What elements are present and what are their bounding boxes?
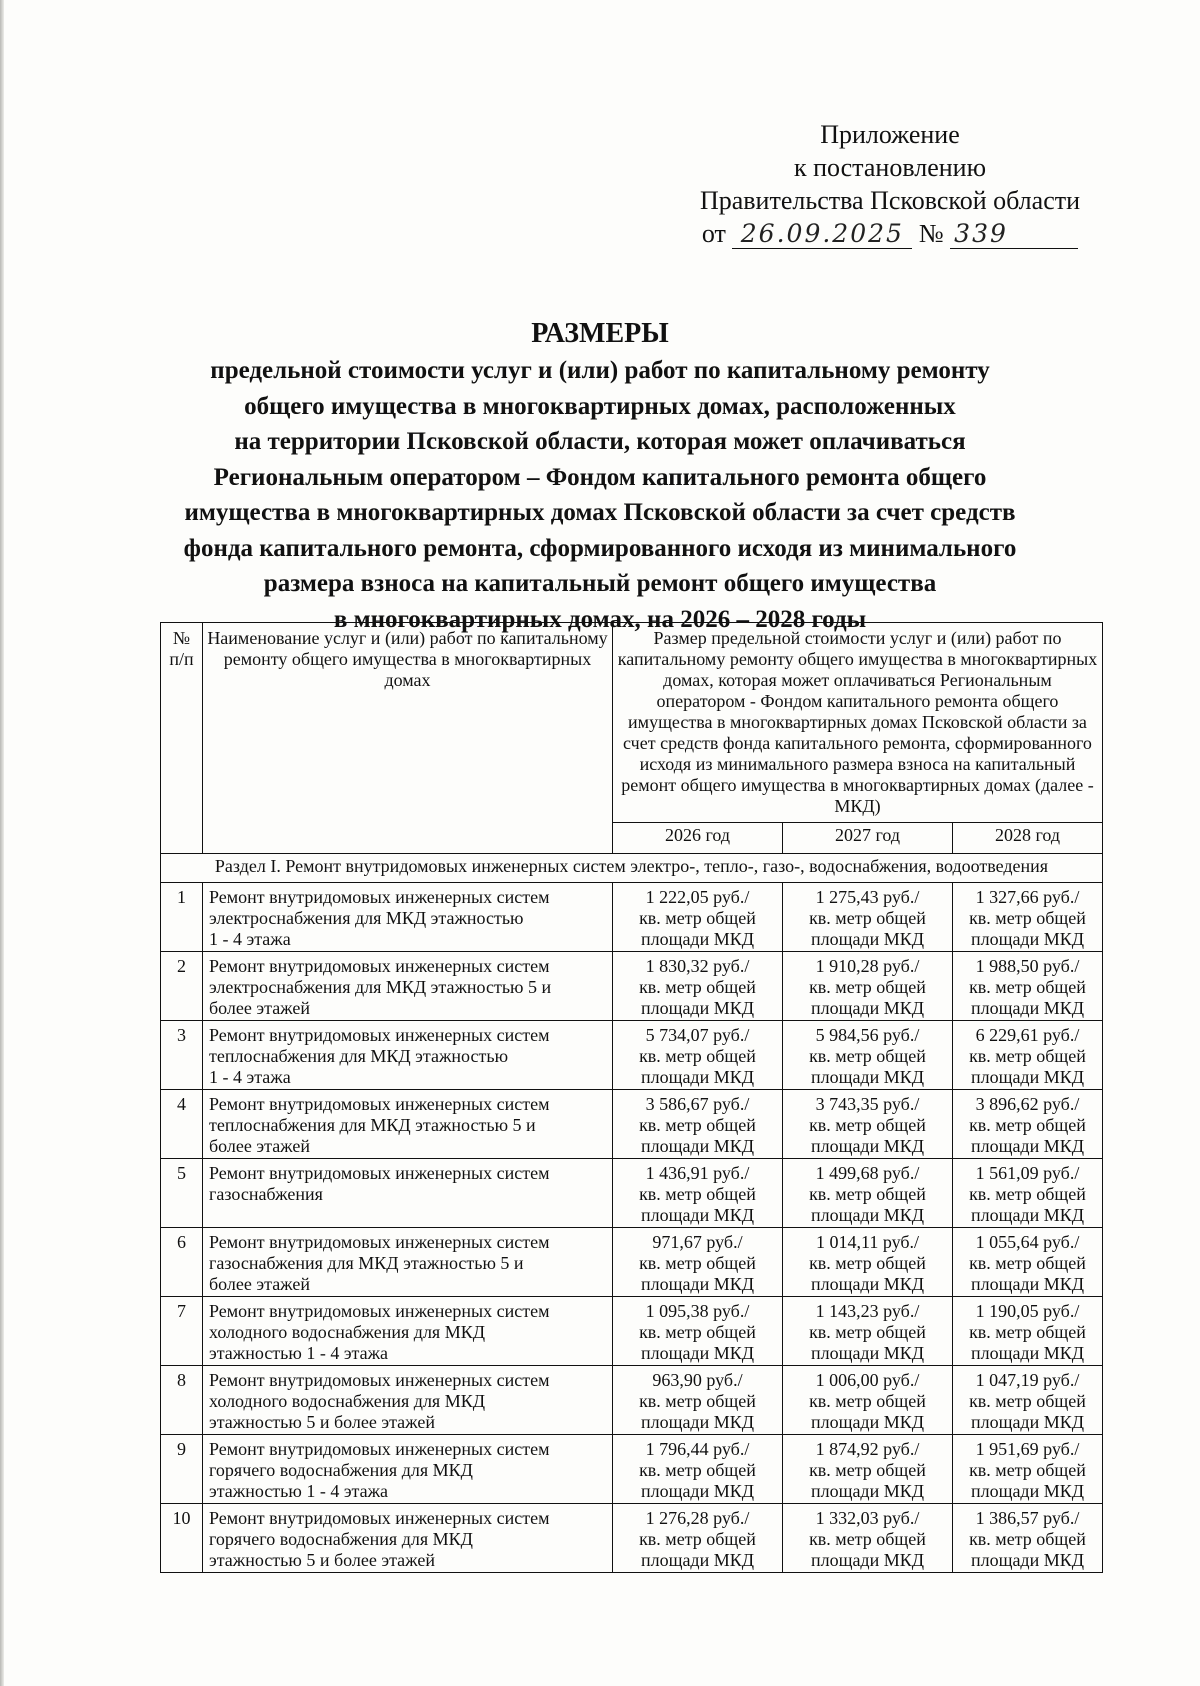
table-row bbox=[161, 883, 1103, 952]
service-name-line: теплоснабжения для МКД этажностью bbox=[209, 1046, 509, 1066]
table-row bbox=[161, 1366, 1103, 1435]
title-main: РАЗМЕРЫ bbox=[531, 318, 669, 349]
price-unit: площади МКД bbox=[640, 1343, 755, 1363]
price-value: 1 190,05 руб./ bbox=[975, 1301, 1080, 1321]
price-unit: кв. метр общей bbox=[969, 1115, 1086, 1135]
price-unit: кв. метр общей bbox=[639, 977, 756, 997]
price-unit: кв. метр общей bbox=[969, 908, 1086, 928]
price-cell bbox=[953, 1021, 1103, 1090]
price-unit: площади МКД bbox=[810, 1481, 925, 1501]
title-line: на территории Псковской области, которая может оплачиваться bbox=[234, 428, 966, 455]
date-number-line bbox=[640, 217, 1140, 250]
service-name-line: газоснабжения для МКД этажностью 5 и bbox=[209, 1253, 524, 1273]
price-cell bbox=[953, 952, 1103, 1021]
price-unit: площади МКД bbox=[640, 1412, 755, 1432]
price-unit: площади МКД bbox=[810, 1205, 925, 1225]
price-unit: площади МКД bbox=[810, 1274, 925, 1294]
price-unit: кв. метр общей bbox=[809, 977, 926, 997]
price-unit: кв. метр общей bbox=[809, 1115, 926, 1135]
row-number: 4 bbox=[161, 1090, 203, 1159]
header-col-number: № п/п bbox=[161, 623, 203, 854]
price-value: 1 796,44 руб./ bbox=[645, 1439, 750, 1459]
price-cell bbox=[613, 1090, 783, 1159]
price-value: 1 561,09 руб./ bbox=[975, 1163, 1080, 1183]
price-unit: кв. метр общей bbox=[639, 1529, 756, 1549]
row-number: 8 bbox=[161, 1366, 203, 1435]
price-value: 1 222,05 руб./ bbox=[645, 887, 750, 907]
price-cell bbox=[783, 1228, 953, 1297]
service-name-line: теплоснабжения для МКД этажностью 5 и bbox=[209, 1115, 536, 1135]
price-cell bbox=[613, 1366, 783, 1435]
service-name bbox=[203, 883, 613, 952]
service-name bbox=[203, 1090, 613, 1159]
title-line: Региональным оператором – Фондом капитального ремонта общего bbox=[213, 463, 987, 491]
price-unit: площади МКД bbox=[970, 929, 1085, 949]
service-name-line: этажностью 1 - 4 этажа bbox=[209, 1481, 389, 1501]
price-unit: кв. метр общей bbox=[809, 1046, 926, 1066]
header-year-2028: 2028 год bbox=[953, 823, 1103, 854]
service-name-line: холодного водоснабжения для МКД bbox=[209, 1391, 485, 1411]
service-name-line: этажностью 5 и более этажей bbox=[209, 1550, 435, 1570]
price-unit: кв. метр общей bbox=[969, 1046, 1086, 1066]
service-name-line: 1 - 4 этажа bbox=[209, 929, 291, 949]
service-name bbox=[203, 1366, 613, 1435]
price-cell bbox=[953, 1090, 1103, 1159]
price-unit: площади МКД bbox=[970, 1205, 1085, 1225]
price-unit: кв. метр общей bbox=[809, 1184, 926, 1204]
price-cell bbox=[953, 1228, 1103, 1297]
price-value: 1 499,68 руб./ bbox=[815, 1163, 920, 1183]
title-line: предельной стоимости услуг и (или) работ по капитальному ремонту bbox=[210, 357, 990, 384]
price-unit: кв. метр общей bbox=[969, 1322, 1086, 1342]
handwritten-date: 26.09.2025 bbox=[732, 220, 912, 249]
price-unit: площади МКД bbox=[970, 1343, 1085, 1363]
service-name-line: Ремонт внутридомовых инженерных систем bbox=[209, 1508, 550, 1528]
price-unit: площади МКД bbox=[970, 1136, 1085, 1156]
appendix-line-2: к постановлению bbox=[793, 153, 987, 182]
service-name-line: Ремонт внутридомовых инженерных систем bbox=[209, 956, 550, 976]
price-cell bbox=[953, 1366, 1103, 1435]
title-line: фонда капитального ремонта, сформированного исходя из минимального bbox=[183, 534, 1017, 562]
price-unit: кв. метр общей bbox=[639, 1253, 756, 1273]
title-line: в многоквартирных домах, на 2026 – 2028 годы bbox=[333, 605, 867, 633]
price-cell bbox=[953, 883, 1103, 952]
table-row bbox=[161, 1228, 1103, 1297]
price-unit: площади МКД bbox=[810, 1550, 925, 1570]
price-unit: площади МКД bbox=[970, 998, 1085, 1018]
service-name-line: Ремонт внутридомовых инженерных систем bbox=[209, 1301, 550, 1321]
appendix-line-1: Приложение bbox=[820, 120, 960, 149]
price-unit: кв. метр общей bbox=[969, 1184, 1086, 1204]
table-row bbox=[161, 1297, 1103, 1366]
section-heading: Раздел I. Ремонт внутридомовых инженерных систем электро-, тепло-, газо-, водоснабжения, водоотведения bbox=[161, 854, 1103, 883]
price-value: 1 014,11 руб./ bbox=[815, 1232, 920, 1252]
table-row bbox=[161, 1159, 1103, 1228]
title-line: размера взноса на капитальный ремонт общего имущества bbox=[263, 570, 937, 597]
price-unit: площади МКД bbox=[640, 929, 755, 949]
price-unit: площади МКД bbox=[810, 998, 925, 1018]
service-name-line: горячего водоснабжения для МКД bbox=[209, 1460, 473, 1480]
scan-edge bbox=[0, 0, 4, 1686]
price-value: 3 896,62 руб./ bbox=[975, 1094, 1080, 1114]
price-unit: площади МКД bbox=[640, 1274, 755, 1294]
price-cell bbox=[783, 1090, 953, 1159]
price-unit: площади МКД bbox=[640, 1550, 755, 1570]
price-value: 1 275,43 руб./ bbox=[815, 887, 920, 907]
service-name-line: горячего водоснабжения для МКД bbox=[209, 1529, 473, 1549]
price-unit: кв. метр общей bbox=[639, 1046, 756, 1066]
price-value: 1 988,50 руб./ bbox=[975, 956, 1080, 976]
price-value: 963,90 руб./ bbox=[652, 1370, 743, 1390]
appendix-line-3: Правительства Псковской области bbox=[699, 186, 1081, 215]
price-value: 1 143,23 руб./ bbox=[815, 1301, 920, 1321]
price-unit: кв. метр общей bbox=[639, 1322, 756, 1342]
header-year-2026: 2026 год bbox=[613, 823, 783, 854]
price-value: 1 386,57 руб./ bbox=[975, 1508, 1080, 1528]
title-line: общего имущества в многоквартирных домах, расположенных bbox=[244, 392, 956, 420]
price-cell bbox=[953, 1159, 1103, 1228]
price-cell bbox=[783, 952, 953, 1021]
price-cell bbox=[613, 1159, 783, 1228]
price-cell bbox=[953, 1435, 1103, 1504]
service-name-line: более этажей bbox=[209, 998, 311, 1018]
price-unit: площади МКД bbox=[970, 1550, 1085, 1570]
header-col-name: Наименование услуг и (или) работ по капитальному ремонту общего имущества в многоквартирных домах bbox=[203, 623, 613, 854]
service-name bbox=[203, 952, 613, 1021]
service-name bbox=[203, 1159, 613, 1228]
price-unit: площади МКД bbox=[810, 1067, 925, 1087]
date-prefix: от bbox=[701, 219, 726, 248]
price-unit: кв. метр общей bbox=[639, 1460, 756, 1480]
price-unit: площади МКД bbox=[970, 1412, 1085, 1432]
price-cell bbox=[783, 883, 953, 952]
service-name bbox=[203, 1504, 613, 1573]
price-unit: кв. метр общей bbox=[809, 1460, 926, 1480]
cost-table bbox=[160, 622, 1103, 1573]
price-cell bbox=[953, 1504, 1103, 1573]
price-unit: кв. метр общей bbox=[639, 1184, 756, 1204]
price-unit: площади МКД bbox=[810, 1136, 925, 1156]
price-unit: кв. метр общей bbox=[809, 908, 926, 928]
service-name bbox=[203, 1228, 613, 1297]
number-prefix: № bbox=[918, 219, 944, 248]
table-row bbox=[161, 1435, 1103, 1504]
price-unit: кв. метр общей bbox=[809, 1322, 926, 1342]
row-number: 7 bbox=[161, 1297, 203, 1366]
price-value: 1 055,64 руб./ bbox=[975, 1232, 1080, 1252]
price-value: 1 332,03 руб./ bbox=[815, 1508, 920, 1528]
price-cell bbox=[613, 1228, 783, 1297]
price-cell bbox=[613, 883, 783, 952]
service-name-line: этажностью 1 - 4 этажа bbox=[209, 1343, 389, 1363]
price-unit: площади МКД bbox=[640, 1481, 755, 1501]
price-unit: кв. метр общей bbox=[639, 1115, 756, 1135]
price-unit: площади МКД bbox=[970, 1481, 1085, 1501]
price-value: 1 006,00 руб./ bbox=[815, 1370, 920, 1390]
price-unit: площади МКД bbox=[810, 1343, 925, 1363]
price-cell bbox=[613, 1435, 783, 1504]
row-number: 9 bbox=[161, 1435, 203, 1504]
service-name-line: холодного водоснабжения для МКД bbox=[209, 1322, 485, 1342]
price-unit: площади МКД bbox=[810, 929, 925, 949]
price-unit: площади МКД bbox=[970, 1274, 1085, 1294]
row-number: 3 bbox=[161, 1021, 203, 1090]
service-name-line: Ремонт внутридомовых инженерных систем bbox=[209, 1370, 550, 1390]
service-name-line: 1 - 4 этажа bbox=[209, 1067, 291, 1087]
service-name-line: более этажей bbox=[209, 1136, 311, 1156]
price-cell bbox=[783, 1297, 953, 1366]
service-name-line: Ремонт внутридомовых инженерных систем bbox=[209, 1232, 550, 1252]
price-value: 1 327,66 руб./ bbox=[975, 887, 1080, 907]
title-line: имущества в многоквартирных домах Псковской области за счет средств bbox=[184, 499, 1016, 526]
handwritten-number: 339 bbox=[950, 220, 1078, 249]
document-title bbox=[130, 316, 1070, 636]
table-row bbox=[161, 1504, 1103, 1573]
price-value: 1 436,91 руб./ bbox=[645, 1163, 750, 1183]
table-row bbox=[161, 1090, 1103, 1159]
price-value: 1 874,92 руб./ bbox=[815, 1439, 920, 1459]
price-unit: кв. метр общей bbox=[809, 1391, 926, 1411]
service-name bbox=[203, 1021, 613, 1090]
service-name-line: Ремонт внутридомовых инженерных систем bbox=[209, 1439, 550, 1459]
price-unit: площади МКД bbox=[810, 1412, 925, 1432]
price-value: 1 951,69 руб./ bbox=[975, 1439, 1080, 1459]
price-unit: площади МКД bbox=[970, 1067, 1085, 1087]
price-value: 971,67 руб./ bbox=[652, 1232, 743, 1252]
service-name-line: Ремонт внутридомовых инженерных систем bbox=[209, 887, 550, 907]
price-value: 1 910,28 руб./ bbox=[815, 956, 920, 976]
price-unit: кв. метр общей bbox=[809, 1529, 926, 1549]
price-value: 3 586,67 руб./ bbox=[645, 1094, 750, 1114]
price-cell bbox=[613, 1504, 783, 1573]
price-cell bbox=[783, 1366, 953, 1435]
price-value: 1 830,32 руб./ bbox=[645, 956, 750, 976]
row-number: 5 bbox=[161, 1159, 203, 1228]
price-value: 1 095,38 руб./ bbox=[645, 1301, 750, 1321]
price-cell bbox=[613, 1021, 783, 1090]
price-unit: кв. метр общей bbox=[969, 1391, 1086, 1411]
price-value: 5 984,56 руб./ bbox=[815, 1025, 920, 1045]
price-value: 6 229,61 руб./ bbox=[975, 1025, 1080, 1045]
price-cell bbox=[783, 1504, 953, 1573]
service-name-line: электроснабжения для МКД этажностью bbox=[209, 908, 524, 928]
price-value: 5 734,07 руб./ bbox=[645, 1025, 750, 1045]
price-value: 1 047,19 руб./ bbox=[975, 1370, 1080, 1390]
service-name-line: газоснабжения bbox=[209, 1184, 323, 1204]
price-cell bbox=[613, 1297, 783, 1366]
price-unit: кв. метр общей bbox=[969, 1253, 1086, 1273]
header-col-price: Размер предельной стоимости услуг и (или) работ по капитальному ремонту общего имущества в многоквартирных домах, которая может оплачиваться Региональным оператором - Фондом капитального ремонта общего имущества в многоквартирных домах Псковской области за счет средств фонда капитального ремонта, сформированного исходя из минимального размера взноса на капитальный ремонт общего имущества в многоквартирных домах (далее - МКД) bbox=[613, 623, 1103, 823]
price-unit: кв. метр общей bbox=[639, 1391, 756, 1411]
service-name-line: Ремонт внутридомовых инженерных систем bbox=[209, 1163, 550, 1183]
price-unit: площади МКД bbox=[640, 1136, 755, 1156]
price-cell bbox=[613, 952, 783, 1021]
price-unit: кв. метр общей bbox=[809, 1253, 926, 1273]
service-name-line: Ремонт внутридомовых инженерных систем bbox=[209, 1025, 550, 1045]
table-row bbox=[161, 952, 1103, 1021]
service-name-line: Ремонт внутридомовых инженерных систем bbox=[209, 1094, 550, 1114]
service-name-line: этажностью 5 и более этажей bbox=[209, 1412, 435, 1432]
price-unit: кв. метр общей bbox=[969, 977, 1086, 997]
row-number: 6 bbox=[161, 1228, 203, 1297]
row-number: 10 bbox=[161, 1504, 203, 1573]
price-unit: площади МКД bbox=[640, 1205, 755, 1225]
service-name bbox=[203, 1297, 613, 1366]
table-row bbox=[161, 1021, 1103, 1090]
price-unit: кв. метр общей bbox=[639, 908, 756, 928]
price-cell bbox=[783, 1435, 953, 1504]
price-unit: площади МКД bbox=[640, 998, 755, 1018]
row-number: 2 bbox=[161, 952, 203, 1021]
price-value: 1 276,28 руб./ bbox=[645, 1508, 750, 1528]
price-cell bbox=[953, 1297, 1103, 1366]
service-name bbox=[203, 1435, 613, 1504]
appendix-header bbox=[640, 118, 1140, 250]
service-name-line: более этажей bbox=[209, 1274, 311, 1294]
price-unit: кв. метр общей bbox=[969, 1529, 1086, 1549]
header-year-2027: 2027 год bbox=[783, 823, 953, 854]
service-name-line: электроснабжения для МКД этажностью 5 и bbox=[209, 977, 552, 997]
price-cell bbox=[783, 1021, 953, 1090]
price-unit: площади МКД bbox=[640, 1067, 755, 1087]
price-value: 3 743,35 руб./ bbox=[815, 1094, 920, 1114]
price-cell bbox=[783, 1159, 953, 1228]
price-unit: кв. метр общей bbox=[969, 1460, 1086, 1480]
row-number: 1 bbox=[161, 883, 203, 952]
